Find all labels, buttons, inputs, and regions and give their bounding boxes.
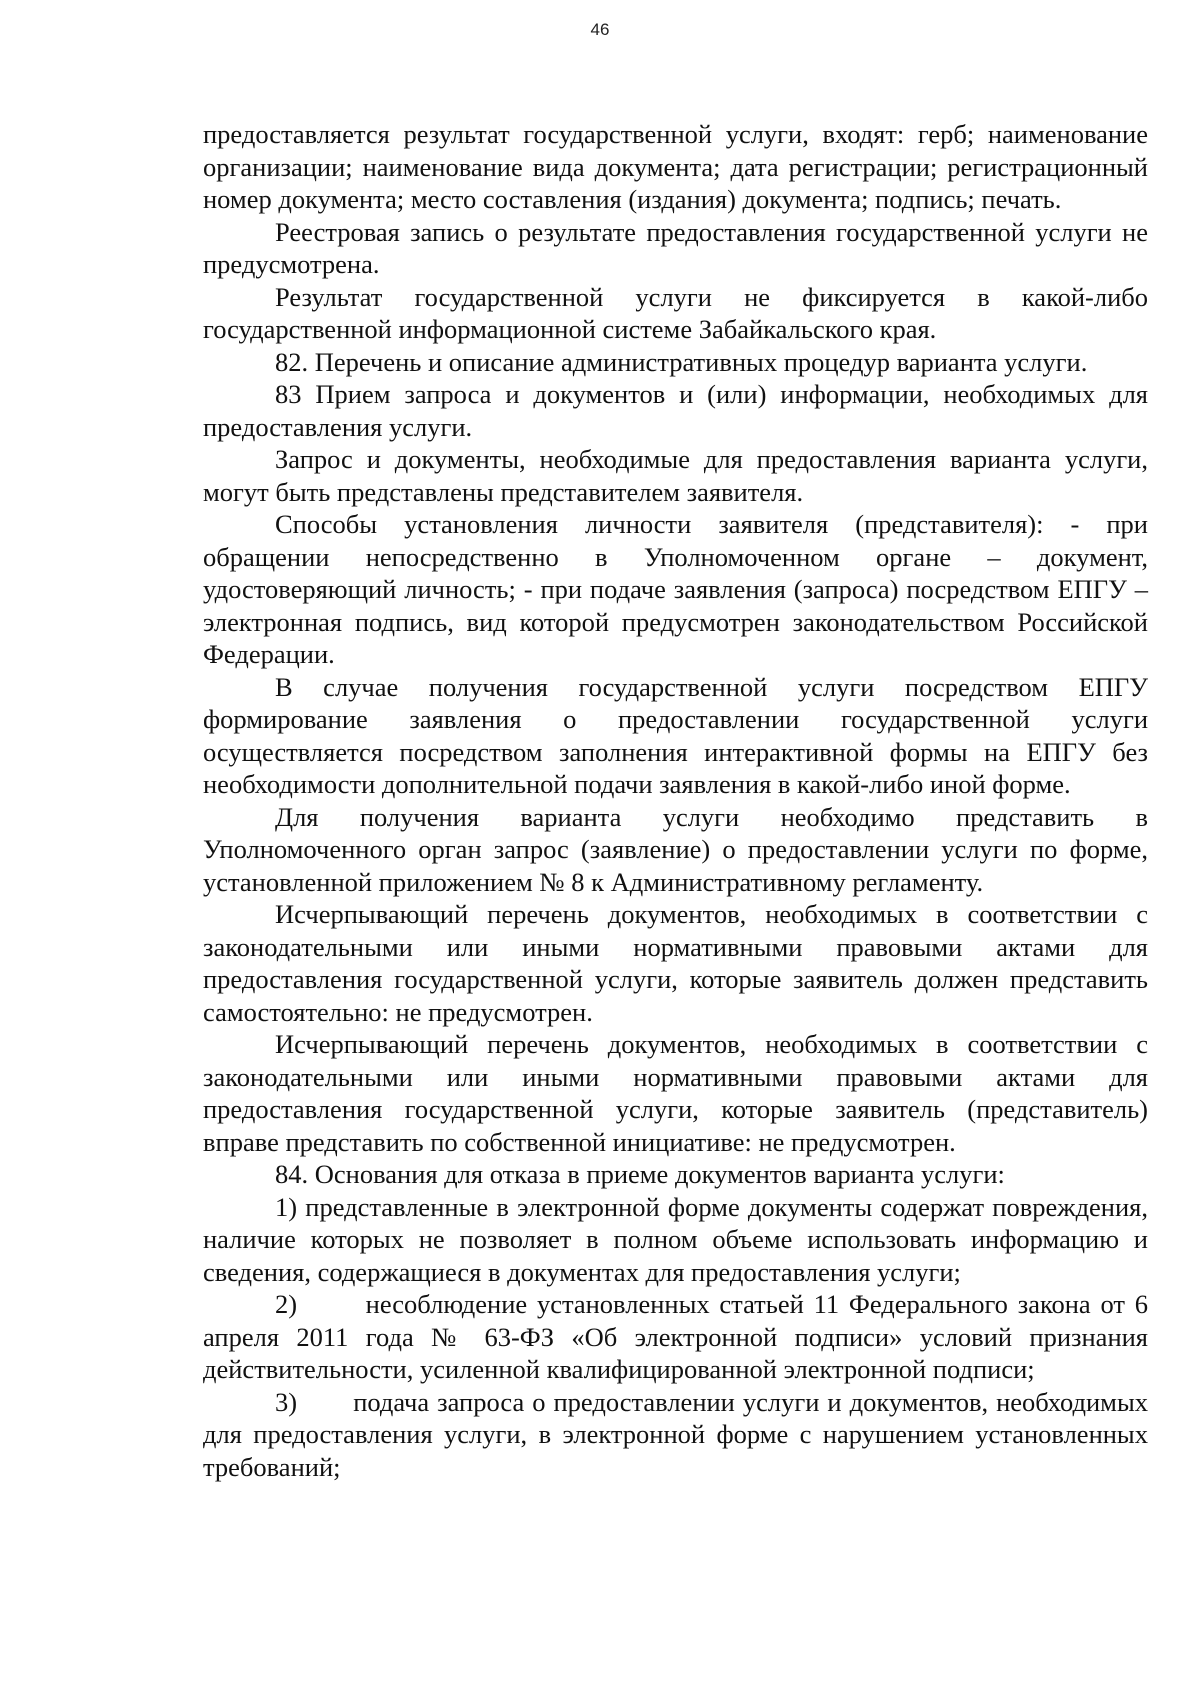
paragraph-continuation: предоставляется результат государственной услуги, входят: герб; наименование организации; наименование вида документа; дата регистрации; регистрационный номер документа; место составления (издания) документа; подпись; печать. [203, 119, 1148, 214]
list-item-2: 2) несоблюдение установленных статьей 11 Федерального закона от 6 апреля 2011 года № 63-ФЗ «Об электронной подписи» условий признания действительности, усиленной квалифицированной электронной подписи; [203, 1289, 1148, 1384]
paragraph-section-82: 82. Перечень и описание административных процедур варианта услуги. [275, 346, 1088, 377]
paragraph-identity-methods: Способы установления личности заявителя (представителя): - при обращении непосредственно в Уполномоченном органе – документ, удостоверяющий личность; - при подаче заявления (запроса) посредством ЕПГУ – электронная подпись, вид которой предусмотрен законодательством Российской Федерации. [203, 509, 1148, 669]
paragraph-section-83: 83 Прием запроса и документов и (или) информации, необходимых для предоставления услуги. [203, 379, 1148, 442]
list-item-1: 1) представленные в электронной форме документы содержат повреждения, наличие которых не позволяет в полном объеме использовать информацию и сведения, содержащиеся в документах для предоставления услуги; [203, 1191, 1148, 1287]
list-item-3: 3) подача запроса о предоставлении услуги и документов, необходимых для предоставления услуги, в электронной форме с нарушением установленных требований; [203, 1386, 1148, 1482]
paragraph-section-84: 84. Основания для отказа в приеме документов варианта услуги: [275, 1159, 1005, 1189]
paragraph-submit-request: Для получения варианта услуги необходимо представить в Уполномоченного орган запрос (заявление) о предоставлении услуги по форме, установленной приложением № 8 к Административному регламенту. [203, 801, 1148, 897]
document-body [203, 118, 1148, 1483]
paragraph-request-by-representative: Запрос и документы, необходимые для предоставления варианта услуги, могут быть представлены представителем заявителя. [203, 444, 1148, 507]
paragraph-result-not-recorded: Результат государственной услуги не фиксируется в какой-либо государственной информационной системе Забайкальского края. [203, 281, 1148, 344]
paragraph-required-documents: Исчерпывающий перечень документов, необходимых в соответствии с законодательными или иными нормативными правовыми актами для предоставления государственной услуги, которые заявитель должен представить самостоятельно: не предусмотрен. [203, 899, 1148, 1027]
page-number: 46 [590, 20, 610, 39]
paragraph-epgu-form: В случае получения государственной услуги посредством ЕПГУ формирование заявления о предоставлении государственной услуги осуществляется посредством заполнения интерактивной формы на ЕПГУ без необходимости дополнительной подачи заявления в какой-либо иной форме. [203, 671, 1148, 799]
paragraph-optional-documents: Исчерпывающий перечень документов, необходимых в соответствии с законодательными или иными нормативными правовыми актами для предоставления государственной услуги, которые заявитель (представитель) вправе представить по собственной инициативе: не предусмотрен. [203, 1029, 1148, 1157]
paragraph-registry-entry: Реестровая запись о результате предоставления государственной услуги не предусмотрена. [203, 216, 1148, 279]
